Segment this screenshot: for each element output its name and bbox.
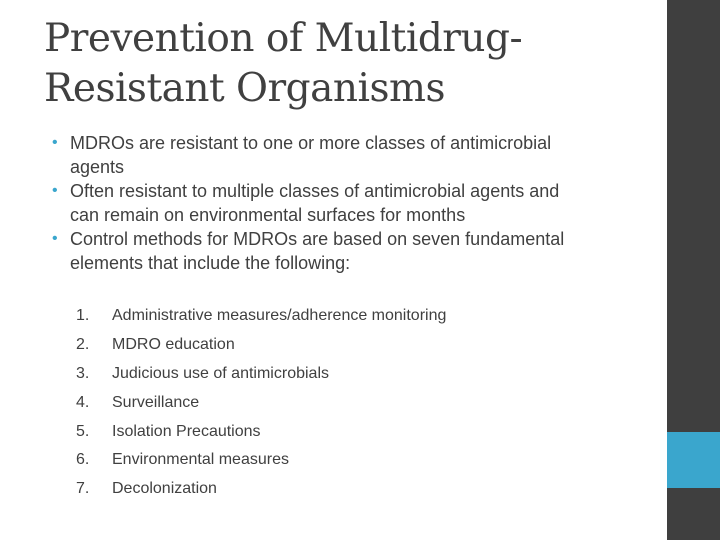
- bullet-item: [52, 227, 642, 275]
- slide-title: [44, 14, 654, 114]
- item-number: 7.: [76, 480, 90, 498]
- item-number: 4.: [76, 393, 90, 411]
- bullet-text-continued: elements that include the following:: [70, 253, 351, 273]
- numbered-item: [76, 305, 446, 334]
- numbered-item: [76, 421, 446, 450]
- item-text: Judicious use of antimicrobials: [112, 364, 329, 382]
- bullet-marker: •: [52, 134, 58, 151]
- item-text: Isolation Precautions: [112, 422, 261, 440]
- item-text: Environmental measures: [112, 451, 289, 469]
- bullet-text: Often resistant to multiple classes of antimicrobial agents and: [70, 181, 560, 201]
- item-text: Surveillance: [112, 393, 200, 411]
- bullet-text: Control methods for MDROs are based on seven fundamental: [70, 229, 565, 249]
- bullet-text-continued: can remain on environmental surfaces for months: [70, 205, 466, 225]
- bullet-item: [52, 179, 642, 227]
- bullet-list: [52, 131, 642, 275]
- item-text: Decolonization: [112, 480, 217, 498]
- numbered-list: [76, 305, 446, 507]
- numbered-item: [76, 363, 446, 392]
- item-number: 5.: [76, 422, 90, 440]
- item-number: 6.: [76, 451, 90, 469]
- bullet-text-continued: agents: [70, 157, 125, 177]
- numbered-item: [76, 449, 446, 478]
- sidebar-accent-block: [667, 432, 720, 488]
- numbered-item: [76, 334, 446, 363]
- item-text: MDRO education: [112, 335, 235, 353]
- item-number: 2.: [76, 335, 90, 353]
- title-line-2: Resistant Organisms: [44, 66, 445, 111]
- bullet-marker: •: [52, 182, 58, 199]
- bullet-text: MDROs are resistant to one or more classes of antimicrobial: [70, 133, 552, 153]
- item-text: Administrative measures/adherence monitoring: [112, 307, 447, 324]
- bullet-item: [52, 131, 642, 179]
- numbered-item: [76, 392, 446, 421]
- item-number: 1.: [76, 307, 90, 324]
- item-number: 3.: [76, 364, 90, 382]
- title-line-1: Prevention of Multidrug-: [44, 16, 523, 61]
- numbered-item: [76, 478, 446, 507]
- bullet-marker: •: [52, 230, 58, 247]
